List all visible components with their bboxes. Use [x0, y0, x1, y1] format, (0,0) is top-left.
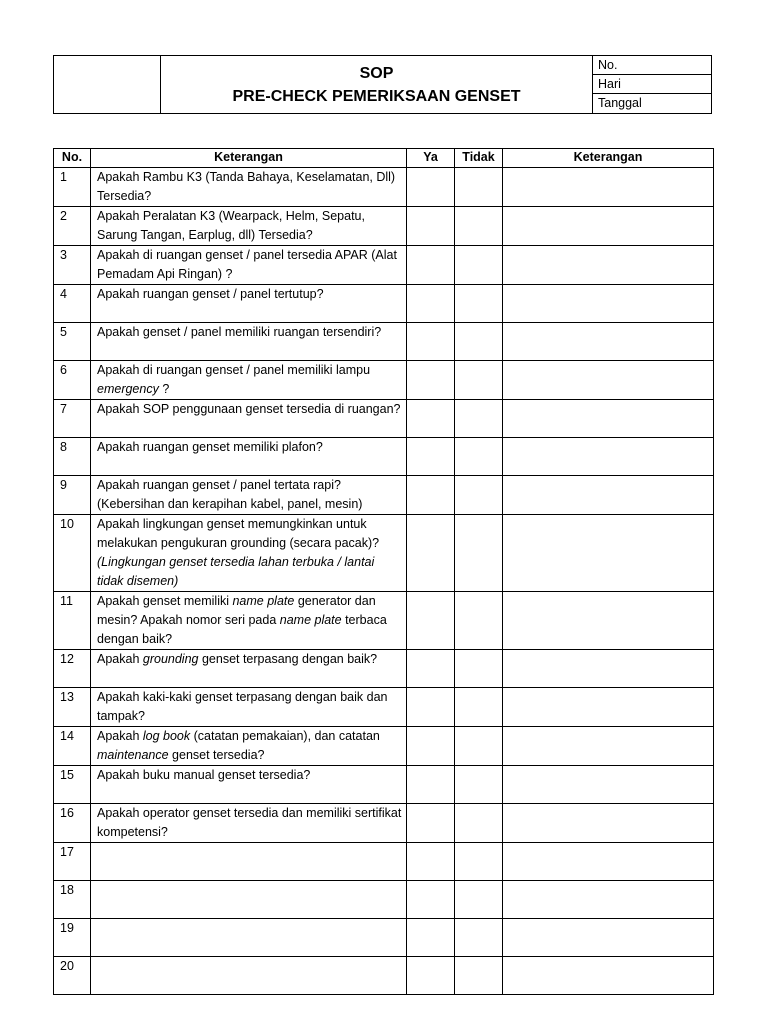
notes-cell[interactable]: [503, 168, 714, 207]
table-row: [54, 592, 714, 650]
tidak-cell[interactable]: [455, 592, 503, 650]
ya-cell[interactable]: [407, 650, 455, 688]
row-number: 16: [54, 804, 91, 843]
question-text: (catatan pemakaian), dan catatan: [190, 729, 380, 743]
meta-no-label: No.: [593, 56, 711, 75]
ya-cell[interactable]: [407, 246, 455, 285]
question-text: Apakah genset / panel memiliki ruangan tersendiri?: [97, 325, 382, 339]
question-text: Apakah: [97, 652, 143, 666]
column-header-tidak: Tidak: [455, 149, 503, 168]
question-text: generator dan mesin? Apakah nomor seri pada: [97, 594, 376, 627]
question-text: Apakah Peralatan K3 (Wearpack, Helm, Sepatu, Sarung Tangan, Earplug, dll) Tersedia?: [97, 209, 365, 242]
question-text: Apakah operator genset tersedia dan memiliki sertifikat kompetensi?: [97, 806, 402, 839]
question-text: genset tersedia?: [168, 748, 265, 762]
column-header-no: No.: [54, 149, 91, 168]
tidak-cell[interactable]: [455, 438, 503, 476]
question-cell: [91, 285, 407, 323]
table-row: [54, 515, 714, 592]
question-text: genset terpasang dengan baik?: [198, 652, 378, 666]
question-cell: [91, 168, 407, 207]
ya-cell[interactable]: [407, 476, 455, 515]
tidak-cell[interactable]: [455, 727, 503, 766]
row-number: 5: [54, 323, 91, 361]
ya-cell[interactable]: [407, 323, 455, 361]
table-row: [54, 285, 714, 323]
notes-cell[interactable]: [503, 650, 714, 688]
table-row: [54, 919, 714, 957]
table-row: [54, 804, 714, 843]
table-row: [54, 688, 714, 727]
document-header: [53, 55, 712, 114]
table-row: [54, 476, 714, 515]
tidak-cell[interactable]: [455, 400, 503, 438]
row-number: 17: [54, 843, 91, 881]
document-title: SOP: [359, 64, 394, 82]
tidak-cell[interactable]: [455, 285, 503, 323]
question-cell: [91, 919, 407, 957]
question-cell: [91, 688, 407, 727]
question-cell: [91, 727, 407, 766]
row-number: 19: [54, 919, 91, 957]
question-text: Apakah genset memiliki: [97, 594, 233, 608]
question-text: Apakah ruangan genset / panel tertutup?: [97, 287, 324, 301]
tidak-cell[interactable]: [455, 804, 503, 843]
tidak-cell[interactable]: [455, 361, 503, 400]
row-number: 18: [54, 881, 91, 919]
notes-cell[interactable]: [503, 246, 714, 285]
question-text: name plate: [279, 613, 342, 627]
table-row: [54, 400, 714, 438]
question-text: Apakah SOP penggunaan genset tersedia di ruangan?: [97, 402, 401, 416]
column-header-keterangan-notes: Keterangan: [503, 149, 714, 168]
table-row: [54, 168, 714, 207]
tidak-cell[interactable]: [455, 207, 503, 246]
row-number: 13: [54, 688, 91, 727]
row-number: 14: [54, 727, 91, 766]
ya-cell[interactable]: [407, 804, 455, 843]
ya-cell[interactable]: [407, 285, 455, 323]
question-text: maintenance: [97, 748, 169, 762]
row-number: 15: [54, 766, 91, 804]
document-subtitle: PRE-CHECK PEMERIKSAAN GENSET: [232, 87, 521, 105]
question-cell: [91, 804, 407, 843]
table-body: [54, 168, 714, 995]
ya-cell[interactable]: [407, 881, 455, 919]
row-number: 1: [54, 168, 91, 207]
notes-cell[interactable]: [503, 688, 714, 727]
notes-cell[interactable]: [503, 766, 714, 804]
question-cell: [91, 592, 407, 650]
logo-cell: [54, 56, 161, 113]
question-text: Apakah di ruangan genset / panel memiliki lampu: [97, 363, 371, 377]
notes-cell[interactable]: [503, 804, 714, 843]
tidak-cell[interactable]: [455, 168, 503, 207]
notes-cell[interactable]: [503, 515, 714, 592]
table-row: [54, 766, 714, 804]
question-cell: [91, 515, 407, 592]
table-row: [54, 843, 714, 881]
row-number: 9: [54, 476, 91, 515]
question-cell: [91, 843, 407, 881]
question-cell: [91, 323, 407, 361]
question-cell: [91, 766, 407, 804]
ya-cell[interactable]: [407, 361, 455, 400]
tidak-cell[interactable]: [455, 246, 503, 285]
question-text: Apakah buku manual genset tersedia?: [97, 768, 311, 782]
question-text: Apakah kaki-kaki genset terpasang dengan baik dan tampak?: [97, 690, 388, 723]
question-cell: [91, 957, 407, 995]
notes-cell[interactable]: [503, 727, 714, 766]
row-number: 3: [54, 246, 91, 285]
notes-cell[interactable]: [503, 592, 714, 650]
question-cell: [91, 246, 407, 285]
notes-cell[interactable]: [503, 919, 714, 957]
table-row: [54, 881, 714, 919]
question-text: grounding: [142, 652, 199, 666]
meta-fields: [593, 56, 711, 113]
question-text: Apakah Rambu K3 (Tanda Bahaya, Keselamatan, Dll) Tersedia?: [97, 170, 396, 203]
notes-cell[interactable]: [503, 881, 714, 919]
title-cell: [161, 56, 593, 113]
tidak-cell[interactable]: [455, 515, 503, 592]
row-number: 20: [54, 957, 91, 995]
table-row: [54, 361, 714, 400]
tidak-cell[interactable]: [455, 843, 503, 881]
question-text: Apakah: [97, 729, 143, 743]
question-cell: [91, 476, 407, 515]
question-text: Apakah ruangan genset memiliki plafon?: [97, 440, 323, 454]
ya-cell[interactable]: [407, 168, 455, 207]
row-number: 12: [54, 650, 91, 688]
row-number: 10: [54, 515, 91, 592]
tidak-cell[interactable]: [455, 919, 503, 957]
question-text: ?: [158, 382, 170, 396]
column-header-keterangan: Keterangan: [91, 149, 407, 168]
notes-cell[interactable]: [503, 476, 714, 515]
row-number: 7: [54, 400, 91, 438]
ya-cell[interactable]: [407, 843, 455, 881]
ya-cell[interactable]: [407, 727, 455, 766]
table-row: [54, 323, 714, 361]
table-row: [54, 438, 714, 476]
ya-cell[interactable]: [407, 919, 455, 957]
question-cell: [91, 438, 407, 476]
ya-cell[interactable]: [407, 400, 455, 438]
tidak-cell[interactable]: [455, 323, 503, 361]
row-number: 11: [54, 592, 91, 650]
question-text: name plate: [232, 594, 295, 608]
question-text: (Lingkungan genset tersedia lahan terbuka / lantai tidak disemen): [97, 555, 375, 588]
question-text: Apakah ruangan genset / panel tertata rapi? (Kebersihan dan kerapihan kabel, panel, mesin): [97, 478, 363, 511]
question-text: Apakah di ruangan genset / panel tersedia APAR (Alat Pemadam Api Ringan) ?: [97, 248, 397, 281]
table-row: [54, 957, 714, 995]
table-row: [54, 246, 714, 285]
meta-tanggal-label: Tanggal: [598, 96, 642, 110]
question-cell: [91, 650, 407, 688]
tidak-cell[interactable]: [455, 957, 503, 995]
ya-cell[interactable]: [407, 766, 455, 804]
question-text: terbaca dengan baik?: [97, 613, 387, 646]
notes-cell[interactable]: [503, 843, 714, 881]
row-number: 4: [54, 285, 91, 323]
ya-cell[interactable]: [407, 438, 455, 476]
ya-cell[interactable]: [407, 207, 455, 246]
table-row: [54, 207, 714, 246]
question-text: Apakah lingkungan genset memungkinkan untuk melakukan pengukuran grounding (secara pacak)?: [97, 517, 380, 550]
table-header-row: [54, 149, 714, 168]
row-number: 2: [54, 207, 91, 246]
notes-cell[interactable]: [503, 285, 714, 323]
tidak-cell[interactable]: [455, 476, 503, 515]
table-row: [54, 650, 714, 688]
row-number: 8: [54, 438, 91, 476]
notes-cell[interactable]: [503, 323, 714, 361]
notes-cell[interactable]: [503, 957, 714, 995]
notes-cell[interactable]: [503, 438, 714, 476]
question-cell: [91, 881, 407, 919]
notes-cell[interactable]: [503, 361, 714, 400]
question-cell: [91, 207, 407, 246]
tidak-cell[interactable]: [455, 766, 503, 804]
row-number: 6: [54, 361, 91, 400]
question-text: emergency: [97, 382, 159, 396]
checklist-table: [53, 148, 714, 995]
notes-cell[interactable]: [503, 400, 714, 438]
question-cell: [91, 400, 407, 438]
column-header-ya: Ya: [407, 149, 455, 168]
ya-cell[interactable]: [407, 515, 455, 592]
tidak-cell[interactable]: [455, 650, 503, 688]
ya-cell[interactable]: [407, 688, 455, 727]
tidak-cell[interactable]: [455, 688, 503, 727]
meta-hari-label: Hari: [593, 75, 711, 94]
question-cell: [91, 361, 407, 400]
tidak-cell[interactable]: [455, 881, 503, 919]
question-text: log book: [142, 729, 191, 743]
notes-cell[interactable]: [503, 207, 714, 246]
ya-cell[interactable]: [407, 592, 455, 650]
table-row: [54, 727, 714, 766]
ya-cell[interactable]: [407, 957, 455, 995]
